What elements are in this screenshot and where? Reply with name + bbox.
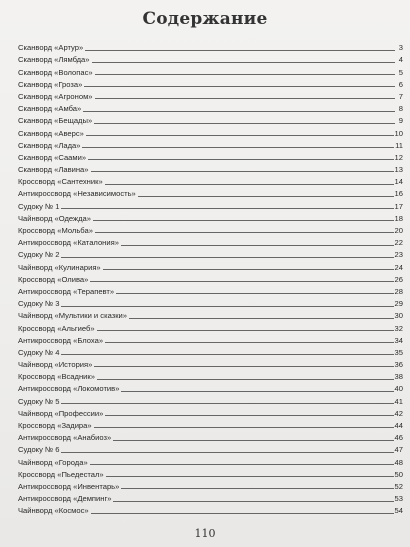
toc-entry [18, 77, 403, 89]
toc-entry [18, 125, 403, 137]
toc-entry-page: 40 [394, 384, 403, 394]
toc-leader-line [106, 476, 394, 477]
toc-entry-page: 44 [394, 421, 403, 430]
toc-entry-page: 3 [398, 43, 403, 53]
toc-entry-page: 32 [394, 323, 403, 333]
toc-entry-page: 46 [394, 433, 403, 443]
toc-entry [18, 308, 403, 320]
toc-leader-line [93, 220, 394, 221]
toc-entry [18, 138, 403, 150]
toc-entry-title: Сканворд «Аверс» [18, 128, 84, 138]
toc-entry-title: Сканворд «Бещады» [18, 116, 93, 126]
toc-entry-title: Сканворд «Лада» [18, 140, 81, 150]
toc-entry [18, 479, 403, 491]
toc-entry [18, 357, 403, 369]
toc-entry-page: 52 [394, 481, 403, 491]
toc-leader-line [97, 330, 394, 331]
toc-leader-line [121, 488, 393, 489]
toc-leader-line [105, 415, 393, 416]
toc-leader-line [90, 464, 394, 465]
toc-entry [18, 40, 403, 52]
toc-entry-title: Антикроссворд «Инвентарь» [18, 481, 120, 491]
toc-entry [18, 467, 403, 479]
toc-entry-page: 36 [394, 360, 403, 370]
toc-entry-page: 34 [394, 335, 403, 345]
toc-entry-title: Чайнворд «Мультики и сказки» [18, 311, 127, 321]
toc-entry-title: Чайнворд «История» [18, 360, 93, 370]
toc-entry [18, 272, 403, 284]
toc-entry-page: 13 [394, 165, 403, 175]
toc-entry [18, 162, 403, 174]
toc-entry [18, 211, 403, 223]
toc-entry-page: 30 [394, 311, 403, 321]
toc-entry-title: Сканворд «Лямбда» [18, 55, 90, 65]
toc-entry-title: Кроссворд «Пьедестал» [18, 469, 104, 479]
toc-leader-line [95, 98, 395, 99]
toc-entry [18, 101, 403, 113]
toc-entry-title: Антикроссворд «Блоха» [18, 335, 104, 345]
toc-entry-page: 24 [394, 262, 403, 272]
toc-entry [18, 442, 403, 454]
toc-entry-title: Сканворд «Амба» [18, 104, 82, 114]
toc-entry-page: 38 [394, 372, 403, 382]
toc-entry [18, 406, 403, 418]
toc-entry-title: Судоку № 6 [18, 445, 60, 455]
toc-entry-title: Антикроссворд «Локомотив» [18, 384, 120, 394]
toc-entry-page: 35 [394, 347, 403, 357]
toc-entry-page: 4 [398, 55, 403, 65]
toc-entry-title: Судоку № 5 [18, 396, 60, 406]
toc-entry [18, 113, 403, 125]
toc-entry [18, 296, 403, 308]
toc-leader-line [94, 366, 393, 367]
toc-entry-title: Антикроссворд «Демпинг» [18, 494, 112, 504]
toc-entry-title: Кроссворд «Альгиеб» [18, 323, 95, 333]
toc-entry-page: 5 [398, 67, 403, 77]
toc-entry [18, 247, 403, 259]
toc-leader-line [121, 245, 394, 246]
toc-entry-title: Сканворд «Саами» [18, 152, 87, 162]
toc-entry [18, 198, 403, 210]
toc-leader-line [61, 452, 393, 453]
toc-entry-page: 10 [394, 128, 403, 138]
toc-leader-line [84, 86, 395, 87]
page-title: Содержание [142, 9, 268, 29]
table-of-contents [18, 40, 403, 515]
toc-entry-page: 11 [395, 140, 403, 150]
toc-leader-line [103, 269, 394, 270]
toc-entry [18, 418, 403, 430]
toc-entry-page: 53 [394, 494, 403, 504]
toc-entry [18, 320, 403, 332]
toc-entry-title: Судоку № 1 [18, 201, 60, 211]
toc-entry [18, 64, 403, 76]
toc-leader-line [61, 354, 393, 355]
toc-entry-page: 18 [394, 213, 403, 223]
toc-leader-line [85, 50, 395, 51]
toc-leader-line [129, 318, 394, 319]
toc-entry [18, 259, 403, 271]
toc-leader-line [95, 74, 395, 75]
toc-entry-page: 12 [394, 152, 403, 162]
toc-entry [18, 223, 403, 235]
toc-leader-line [113, 440, 393, 441]
toc-entry-page: 54 [394, 506, 403, 516]
toc-leader-line [94, 427, 394, 428]
toc-entry-title: Чайнворд «Одежда» [18, 213, 91, 223]
toc-entry-title: Чайнворд «Космос» [18, 506, 89, 516]
toc-entry-page: 8 [398, 104, 403, 114]
toc-entry-page: 28 [394, 286, 403, 296]
toc-entry-title: Чайнворд «Профессии» [18, 408, 104, 418]
toc-entry-page: 48 [394, 457, 403, 467]
toc-leader-line [90, 281, 393, 282]
toc-leader-line [105, 184, 394, 185]
toc-entry-title: Судоку № 2 [18, 250, 60, 260]
toc-entry-title: Кроссворд «Сантехник» [18, 177, 103, 187]
toc-entry-title: Сканворд «Волопас» [18, 67, 93, 77]
toc-leader-line [61, 208, 393, 209]
toc-leader-line [95, 232, 394, 233]
toc-entry-title: Сканворд «Артур» [18, 43, 84, 53]
toc-entry [18, 333, 403, 345]
toc-leader-line [91, 171, 394, 172]
toc-leader-line [88, 159, 393, 160]
toc-entry-page: 29 [394, 299, 403, 309]
toc-entry-page: 42 [394, 408, 403, 418]
toc-entry [18, 369, 403, 381]
toc-entry [18, 491, 403, 503]
toc-entry-title: Антикроссворд «Независимость» [18, 189, 136, 199]
toc-entry-page: 47 [394, 445, 403, 455]
toc-entry [18, 503, 403, 515]
toc-entry-page: 16 [394, 189, 403, 199]
toc-leader-line [138, 196, 394, 197]
toc-entry-title: Кроссворд «Задира» [18, 421, 92, 430]
toc-entry-page: 17 [394, 201, 403, 211]
toc-leader-line [94, 123, 395, 124]
toc-entry-title: Чайнворд «Кулинария» [18, 262, 101, 272]
toc-entry [18, 150, 403, 162]
toc-entry-title: Кроссворд «Олива» [18, 274, 89, 284]
toc-leader-line [121, 391, 393, 392]
toc-entry-title: Антикроссворд «Анабиоз» [18, 433, 112, 443]
toc-entry-page: 50 [394, 469, 403, 479]
toc-entry-title: Судоку № 4 [18, 347, 60, 357]
toc-entry-page: 7 [398, 91, 403, 101]
toc-entry-title: Антикроссворд «Каталония» [18, 238, 119, 248]
toc-entry [18, 235, 403, 247]
toc-leader-line [116, 293, 393, 294]
toc-entry [18, 345, 403, 357]
toc-leader-line [61, 403, 393, 404]
toc-leader-line [83, 111, 395, 112]
toc-entry [18, 186, 403, 198]
toc-leader-line [91, 513, 394, 514]
toc-leader-line [82, 147, 394, 148]
toc-entry [18, 174, 403, 186]
toc-leader-line [113, 501, 393, 502]
toc-entry-page: 41 [394, 396, 403, 406]
toc-entry-title: Кроссворд «Мольба» [18, 226, 93, 235]
toc-entry [18, 284, 403, 296]
toc-entry [18, 430, 403, 442]
toc-leader-line [61, 306, 393, 307]
toc-entry-page: 6 [398, 79, 403, 89]
page-number: 110 [194, 527, 216, 540]
toc-entry-page: 26 [394, 274, 403, 284]
toc-leader-line [86, 135, 394, 136]
toc-entry-title: Кроссворд «Всадник» [18, 372, 95, 382]
toc-entry-title: Антикроссворд «Терапевт» [18, 286, 115, 296]
toc-entry [18, 393, 403, 405]
toc-entry-title: Сканворд «Гроза» [18, 79, 83, 89]
toc-leader-line [92, 62, 396, 63]
toc-entry-page: 14 [394, 177, 403, 187]
toc-entry [18, 52, 403, 64]
toc-entry-page: 22 [394, 238, 403, 248]
toc-entry [18, 381, 403, 393]
toc-entry [18, 89, 403, 101]
toc-leader-line [97, 379, 394, 380]
toc-entry-title: Чайнворд «Города» [18, 457, 88, 467]
toc-entry-title: Сканворд «Агроном» [18, 91, 93, 101]
toc-entry-page: 9 [398, 116, 403, 126]
toc-entry-page: 20 [394, 226, 403, 235]
toc-entry [18, 454, 403, 466]
toc-leader-line [105, 342, 394, 343]
toc-leader-line [61, 257, 393, 258]
toc-entry-title: Судоку № 3 [18, 299, 60, 309]
toc-entry-page: 23 [394, 250, 403, 260]
toc-entry-title: Сканворд «Лавина» [18, 165, 89, 175]
